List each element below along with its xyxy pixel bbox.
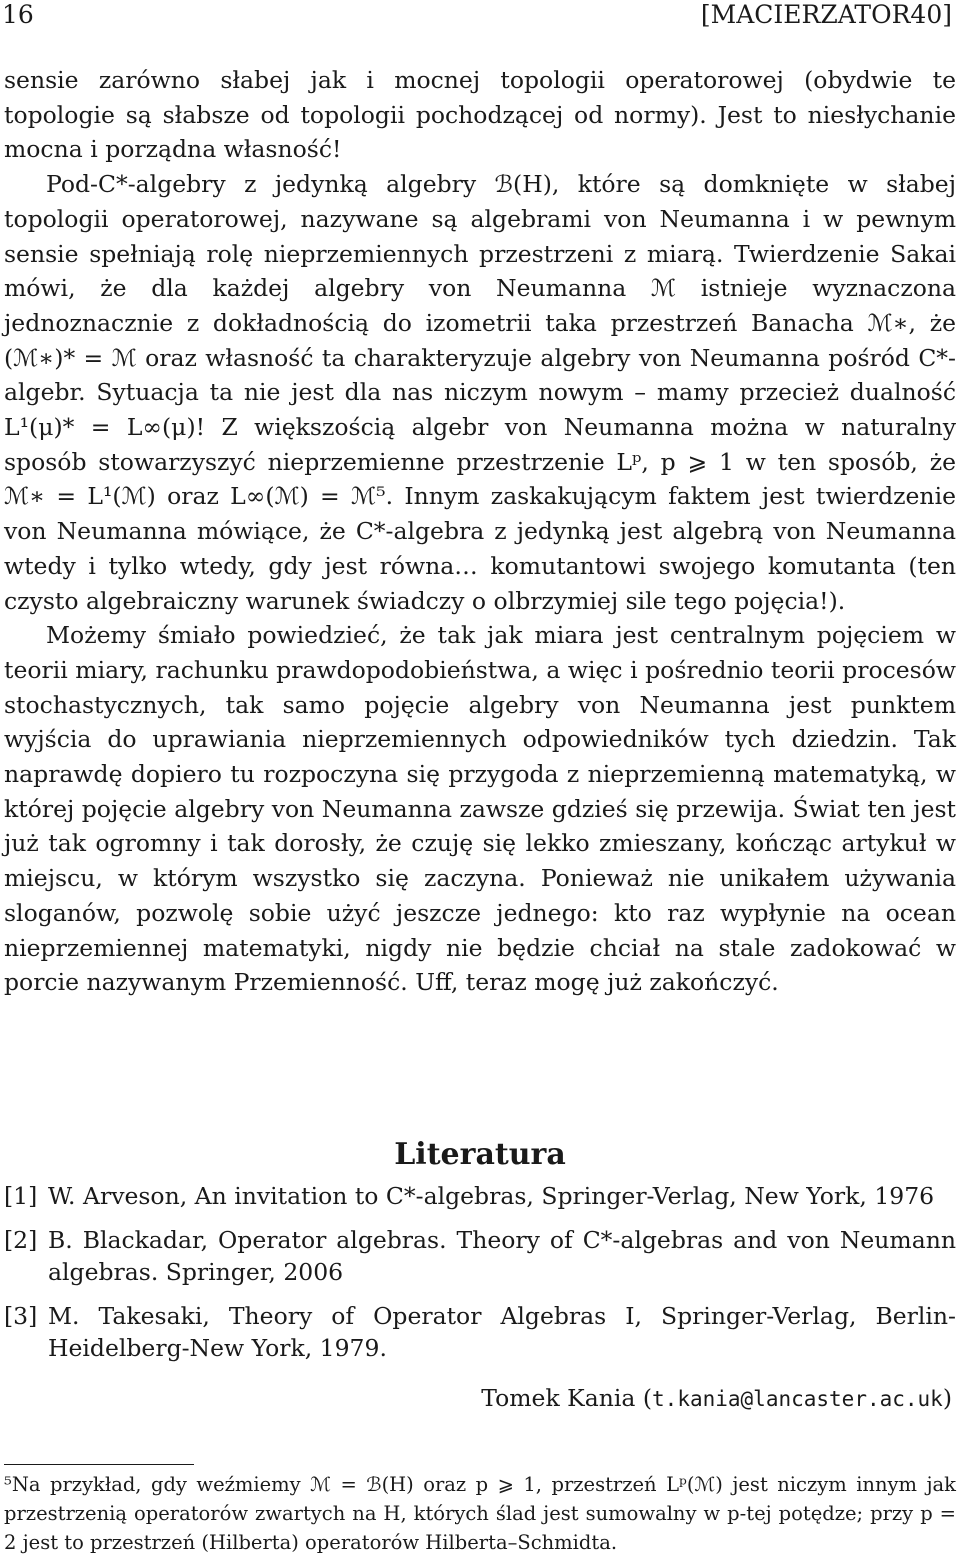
reference-item — [4, 1224, 956, 1288]
reference-item — [4, 1180, 956, 1212]
paragraph-2: Pod-C*-algebry z jedynką algebry ℬ(H), które są domknięte w słabej topologii operatorowej, nazywane są algebrami von Neumanna i w pewnym sensie spełniają rolę nieprzemiennych przestrzeni z miarą. Twierdzenie Sakai mówi, że dla każdej algebry von Neumanna ℳ istnieje wyznaczona jednoznacznie z dokładnością do izometrii taka przestrzeń Banacha ℳ∗, że (ℳ∗)* = ℳ oraz własność ta charakteryzuje algebry von Neumanna pośród C*-algebr. Sytuacja ta nie jest dla nas niczym nowym – mamy przecież dualność L¹(μ)* = L∞(μ)! Z większością algebr von Neumanna można w naturalny sposób stowarzyszyć nieprzemienne przestrzenie Lᵖ, p ⩾ 1 w ten sposób, że ℳ∗ = L¹(ℳ) oraz L∞(ℳ) = ℳ⁵. Innym zaskakującym faktem jest twierdzenie von Neumanna mówiące, że C*-algebra z jedynką jest algebrą von Neumanna wtedy i tylko wtedy, gdy jest równa… komutantowi swojego komutanta (ten czysto algebraiczny warunek świadczy o olbrzymiej sile tego pojęcia!). — [4, 170, 956, 615]
running-head: [MACIERZATOR40] — [700, 0, 952, 29]
body-text — [4, 63, 956, 1000]
reference-number: [2] — [4, 1226, 38, 1254]
literature-heading: Literatura — [394, 1137, 566, 1172]
page-number: 16 — [2, 0, 34, 29]
paragraph-1: sensie zarówno słabej jak i mocnej topologii operatorowej (obydwie te topologie są słabsze od topologii pochodzącej od normy). Jest to niesłychanie mocna i porządna własność! — [4, 66, 956, 164]
reference-text: W. Arveson, An invitation to C*-algebras, Springer-Verlag, New York, 1976 — [48, 1182, 935, 1210]
reference-text: M. Takesaki, Theory of Operator Algebras I, Springer-Verlag, Berlin-Heidelberg-New York, 1979. — [48, 1302, 956, 1362]
reference-text: B. Blackadar, Operator algebras. Theory of C*-algebras and von Neumann algebras. Springer, 2006 — [48, 1226, 956, 1286]
author-signature: Tomek Kania (t.kania@lancaster.ac.uk) — [481, 1384, 952, 1412]
paragraph-3: Możemy śmiało powiedzieć, że tak jak miara jest centralnym pojęciem w teorii miary, rachunku prawdopodobieństwa, a więc i pośrednio teorii procesów stochastycznych, tak samo pojęcie algebry von Neumanna jest punktem wyjścia do uprawiania nieprzemiennych odpowiedników tych dziedzin. Tak naprawdę dopiero tu rozpoczyna się przygoda z nieprzemienną matematyką, w której pojęcie algebry von Neumanna zawsze gdzieś się przewija. Świat ten jest już tak ogromny i tak dorosły, że czuję się lekko zmieszany, kończąc artykuł w miejscu, w którym wszystko się zaczyna. Ponieważ nie unikałem używania sloganów, pozwolę sobie użyć jeszcze jednego: kto raz wypłynie na ocean nieprzemiennej matematyki, nigdy nie będzie chciał na stale zadokować w porcie nazywanym Przemienność. Uff, teraz mogę już zakończyć. — [4, 621, 956, 997]
reference-number: [3] — [4, 1302, 38, 1330]
footnote-rule — [4, 1464, 194, 1465]
author-name: Tomek Kania — [481, 1384, 636, 1412]
reference-list — [4, 1180, 956, 1376]
author-email: t.kania@lancaster.ac.uk — [652, 1387, 943, 1411]
reference-item — [4, 1300, 956, 1364]
page-header — [0, 0, 960, 44]
reference-number: [1] — [4, 1182, 38, 1210]
footnote: ⁵Na przykład, gdy weźmiemy ℳ = ℬ(H) oraz p ⩾ 1, przestrzeń Lᵖ(ℳ) jest niczym innym jak przestrzenią operatorów zwartych na H, których ślad jest sumowalny w p-tej potędze; przy p = 2 jest to przestrzeń (Hilberta) operatorów Hilberta–Schmidta. — [4, 1473, 956, 1554]
